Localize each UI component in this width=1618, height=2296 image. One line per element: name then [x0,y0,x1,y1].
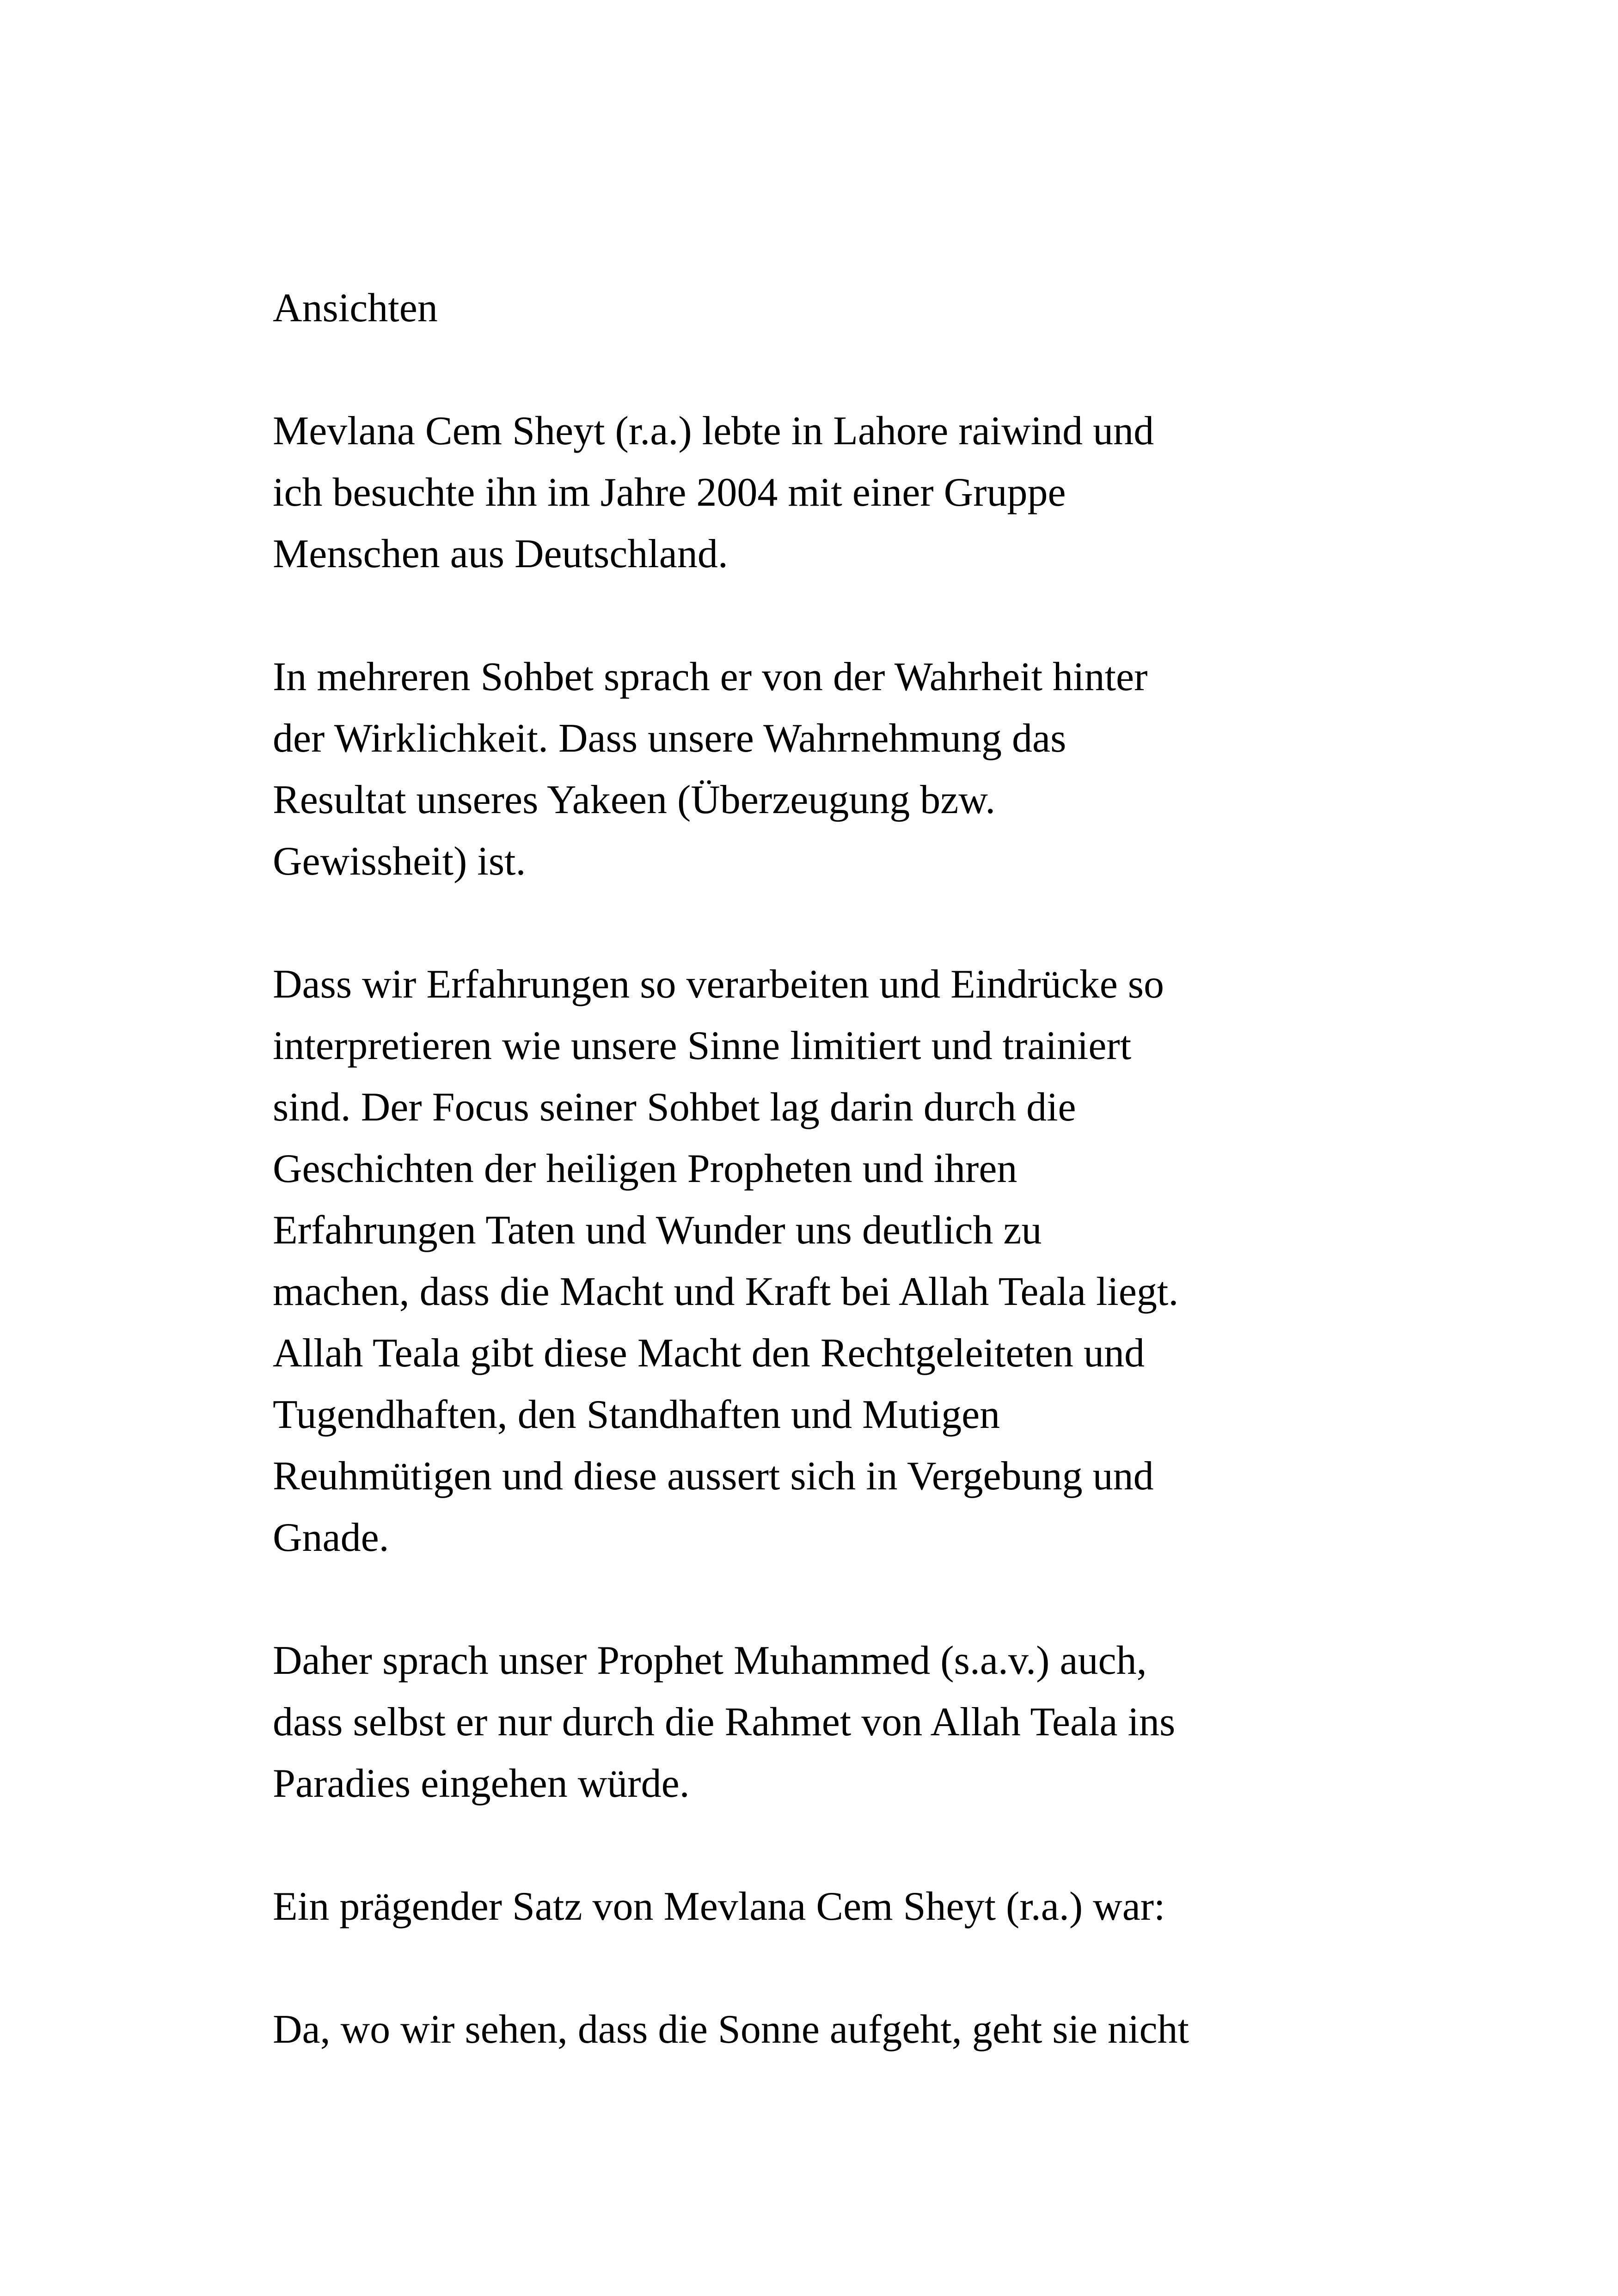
paragraph-1 [273,400,1345,585]
paragraph-spacer [273,339,1345,400]
paragraph-spacer [273,585,1345,646]
paragraph-4-line-2: dass selbst er nur durch die Rahmet von Allah Teala ins [273,1700,1176,1745]
paragraph-4-line-3: Paradies eingehen würde. [273,1761,690,1806]
paragraph-4-line-1: Daher sprach unser Prophet Muhammed (s.a.v.) auch, [273,1638,1147,1683]
paragraph-2 [273,646,1345,892]
paragraph-6 [273,1999,1345,2060]
paragraph-2-line-4: Gewissheit) ist. [273,839,526,884]
paragraph-5-line-1: Ein prägender Satz von Mevlana Cem Sheyt (r.a.) war: [273,1884,1165,1929]
paragraph-3-line-2: interpretieren wie unsere Sinne limitiert und trainiert [273,1023,1132,1068]
paragraph-spacer [273,892,1345,954]
paragraph-3-line-10: Gnade. [273,1515,389,1560]
document-body [273,277,1345,2060]
paragraph-1-line-3: Menschen aus Deutschland. [273,532,728,576]
paragraph-3-line-3: sind. Der Focus seiner Sohbet lag darin durch die [273,1085,1076,1130]
paragraph-3-line-4: Geschichten der heiligen Propheten und ihren [273,1146,1017,1191]
paragraph-6-line-1: Da, wo wir sehen, dass die Sonne aufgeht, geht sie nicht [273,2007,1189,2052]
paragraph-3-line-5: Erfahrungen Taten und Wunder uns deutlich zu [273,1208,1042,1253]
document-title: Ansichten [273,286,438,331]
paragraph-5 [273,1876,1345,1937]
paragraph-3-line-7: Allah Teala gibt diese Macht den Rechtgeleiteten und [273,1331,1145,1376]
paragraph-2-line-1: In mehreren Sohbet sprach er von der Wahrheit hinter [273,655,1148,699]
paragraph-3-line-1: Dass wir Erfahrungen so verarbeiten und Eindrücke so [273,962,1164,1007]
paragraph-spacer [273,1568,1345,1630]
paragraph-spacer [273,1937,1345,1999]
paragraph-3 [273,954,1345,1568]
paragraph-1-line-2: ich besuchte ihn im Jahre 2004 mit einer Gruppe [273,470,1066,515]
paragraph-1-line-1: Mevlana Cem Sheyt (r.a.) lebte in Lahore raiwind und [273,409,1154,453]
paragraph-2-line-3: Resultat unseres Yakeen (Überzeugung bzw. [273,778,996,822]
paragraph-4 [273,1630,1345,1814]
paragraph-2-line-2: der Wirklichkeit. Dass unsere Wahrnehmung das [273,716,1066,761]
paragraph-3-line-6: machen, dass die Macht und Kraft bei Allah Teala liegt. [273,1269,1179,1314]
paragraph-spacer [273,1814,1345,1876]
paragraph-3-line-9: Reuhmütigen und diese aussert sich in Vergebung und [273,1454,1154,1499]
paragraph-3-line-8: Tugendhaften, den Standhaften und Mutigen [273,1392,1000,1437]
